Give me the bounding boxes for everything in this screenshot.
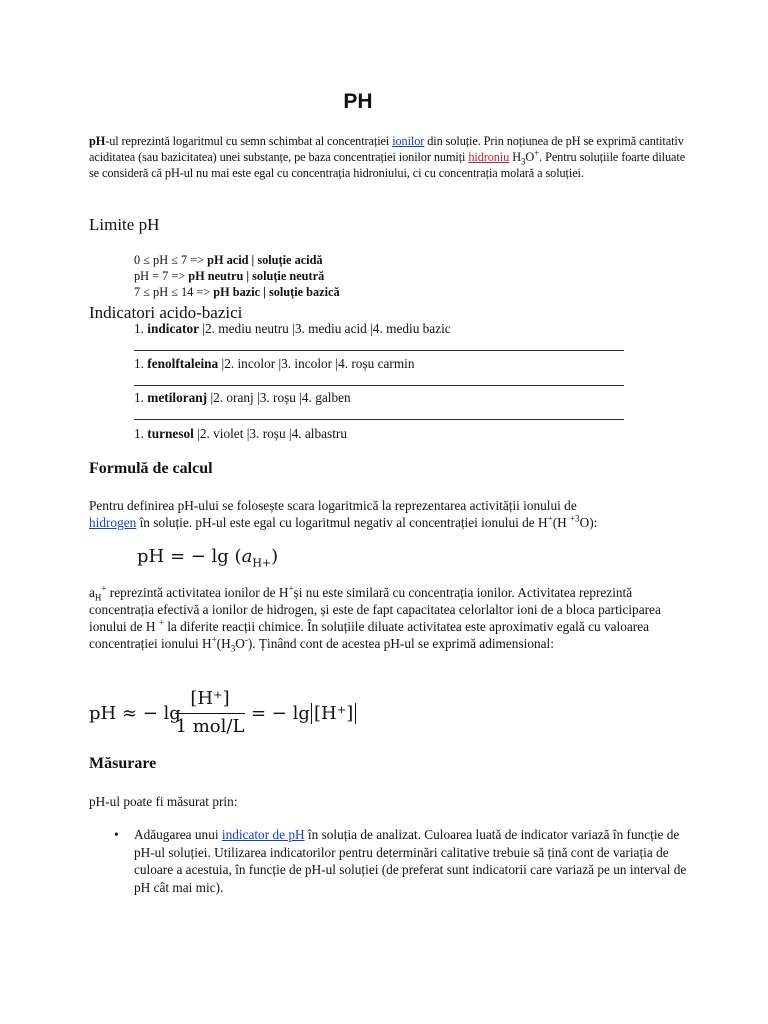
indicator-row: 1. indicator |2. mediu neutru |3. mediu acid |4. mediu bazic xyxy=(134,321,451,336)
intro-text-3: . Pentru soluțiile foarte diluate se consideră că pH-ul nu mai este egal cu concentrația hidroniului, ci cu concentrația molară a soluției. xyxy=(89,150,686,180)
formula-paragraph: Pentru definirea pH-ului se folosește scara logaritmică la reprezentarea activității ionului de hidrogen în soluție. pH-ul este egal cu logaritmul negativ al concentrației ionului de H+(H $^{+3}$O): xyxy=(89,498,598,530)
heading-indicatori: Indicatori acido-bazici xyxy=(89,303,243,322)
intro-text-2: din soluție. Prin noțiunea de pH se exprimă cantitativ aciditatea (sau bazicitatea) unei substanțe, pe baza concentrației ionilor numiți xyxy=(89,134,684,164)
page-title: PH xyxy=(343,90,373,113)
limit-row: 7 ≤ pH ≤ 14 => pH bazic | soluție bazică xyxy=(134,285,340,299)
formula-sub-3: 3 xyxy=(520,156,526,167)
limit-row: pH = 7 => pH neutru | soluție neutră xyxy=(134,269,325,283)
limit-row: 0 ≤ pH ≤ 7 => pH acid | soluție acidă xyxy=(134,253,323,267)
link-hidroniu[interactable]: hidroniu xyxy=(468,150,510,164)
measure-bullet: Adăugarea unui indicator de pH în soluția de analizat. Culoarea luată de indicator variază în funcție de pH-ul soluției. Utilizarea indicatorilor pentru determinări calitative trebuie să țină cont de variația de culoare a acestuia, în funcție de pH-ul soluției (de preferat sunt indicatorii care variază pe un interval de pH cât mai mic). xyxy=(134,827,687,895)
link-indicator-ph[interactable]: indicator de pH xyxy=(221,827,305,842)
formula-h: H xyxy=(512,150,521,164)
indicator-row: 1. metiloranj |2. oranj |3. roșu |4. galben xyxy=(134,390,351,405)
link-ionilor[interactable]: ionilor xyxy=(392,134,425,148)
measure-intro: pH-ul poate fi măsurat prin: xyxy=(89,794,238,809)
intro-term: pH xyxy=(89,134,106,148)
activity-paragraph: $a_H^+$ reprezintă activitatea ionilor de H+și nu este similară cu concentrația ionilor. Activitatea reprezintă concentrația efectivă a ionilor de hidrogen, și este de fapt capacitatea celorlaltor ioni de a bloca participarea ionului de H + la diferite reacții chimice. În soluțiile diluate activitatea este aproximativ egală cu valoarea concentrației ionului $H^+(H_3O^-)$. Ținând cont de acestea pH-ul se exprimă adimensional: xyxy=(89,583,661,654)
indicator-row: 1. turnesol |2. violet |3. roșu |4. albastru xyxy=(134,426,347,441)
link-hidrogen[interactable]: hidrogen xyxy=(89,515,137,530)
heading-limite-ph: Limite pH xyxy=(89,215,160,234)
heading-masurare: Măsurare xyxy=(89,755,157,772)
intro-text-1: -ul reprezintă logaritmul cu semn schimbat al concentrației xyxy=(105,134,393,148)
divider-line xyxy=(134,385,624,386)
divider-line xyxy=(134,350,624,351)
indicator-row: 1. fenolftaleina |2. incolor |3. incolor |4. roșu carmin xyxy=(134,356,415,371)
intro-paragraph xyxy=(89,133,689,181)
divider-line xyxy=(134,419,624,420)
bullet-dot: • xyxy=(114,827,119,842)
formula-o: O xyxy=(525,150,535,164)
equation-ph-activity: pH = − $\lg (a_{H+})$ xyxy=(137,546,279,570)
heading-formula: Formulă de calcul xyxy=(89,460,213,477)
formula-sup-plus: + xyxy=(534,147,540,158)
